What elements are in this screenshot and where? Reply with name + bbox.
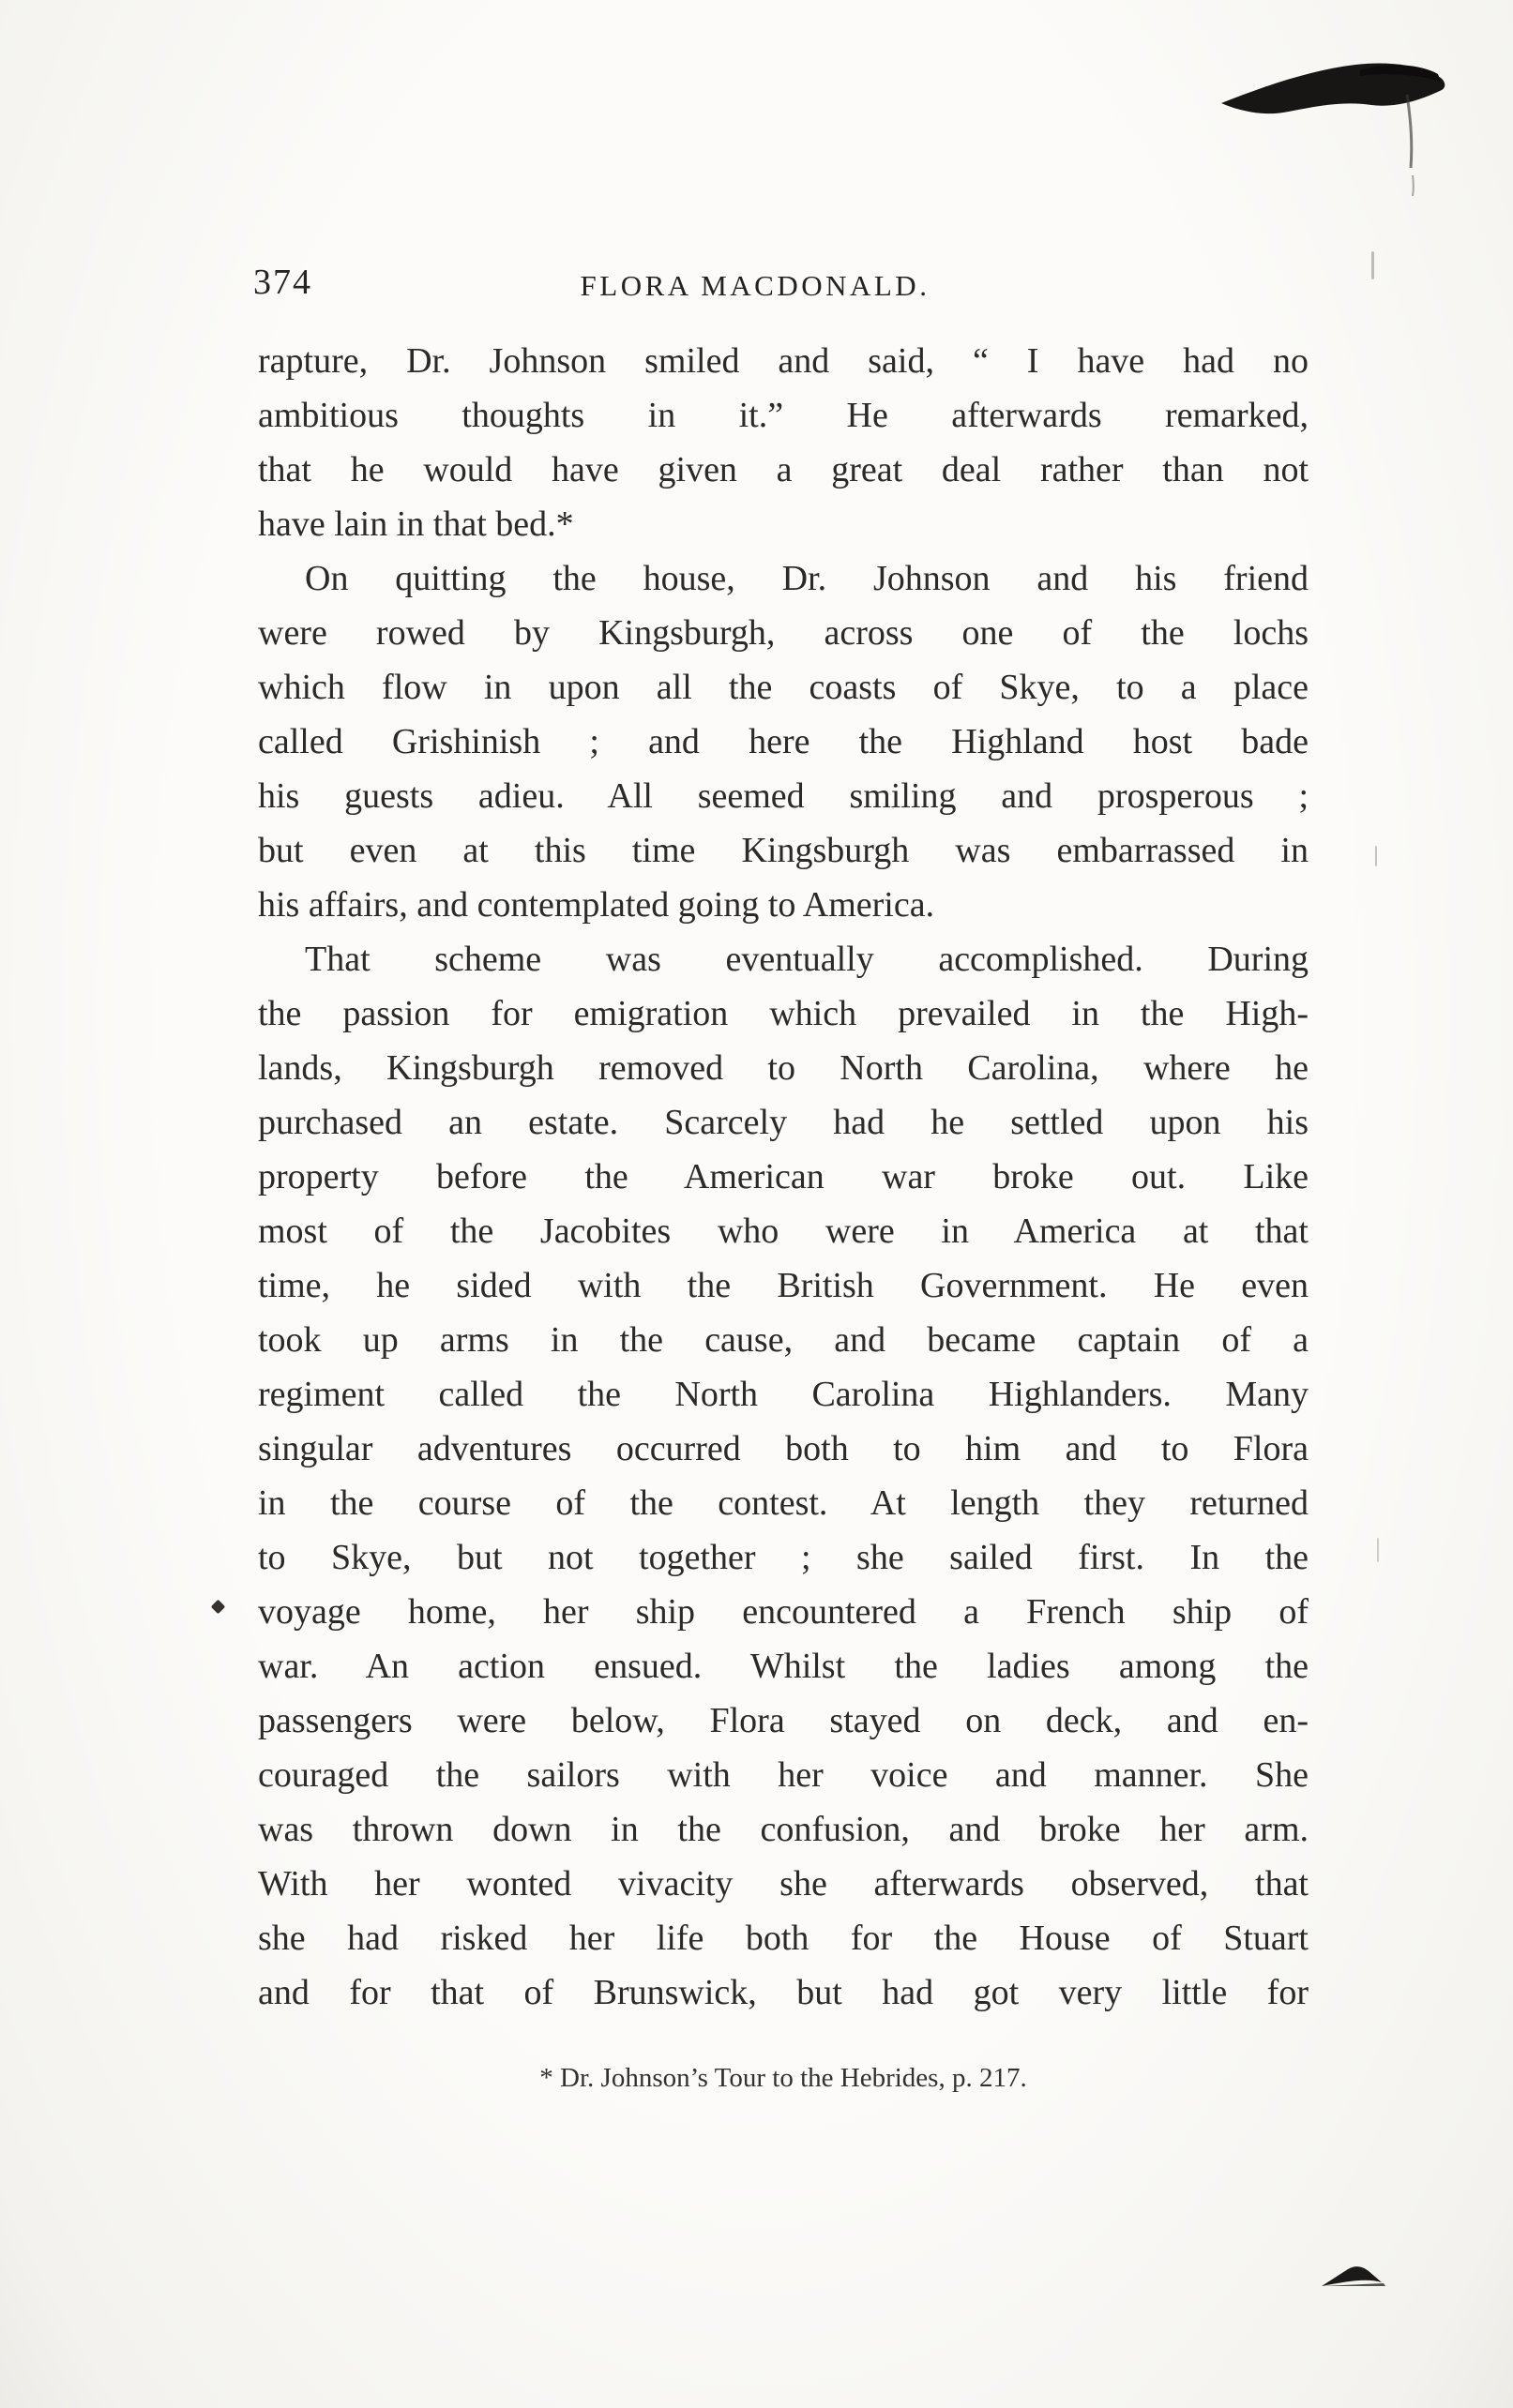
ink-smudge-top-right (1219, 52, 1454, 206)
ink-smudge-bottom-right (1318, 2258, 1393, 2300)
text-line: couraged the sailors with her voice and manner. She (258, 1755, 1309, 1795)
body-paragraph (258, 551, 1309, 932)
text-line: the passion for emigration which prevailed in the High- (258, 994, 1309, 1033)
text-line: called Grishinish ; and here the Highland host bade (258, 722, 1309, 761)
text-line: his guests adieu. All seemed smiling and prosperous ; (258, 776, 1309, 816)
text-line: passengers were below, Flora stayed on deck, and en- (258, 1701, 1309, 1740)
text-line: was thrown down in the confusion, and broke her arm. (258, 1810, 1309, 1849)
text-line: in the course of the contest. At length they returned (258, 1483, 1309, 1523)
text-line: but even at this time Kingsburgh was embarrassed in (258, 831, 1309, 870)
text-line: On quitting the house, Dr. Johnson and his friend (305, 559, 1309, 598)
text-line: lands, Kingsburgh removed to North Carolina, where he (258, 1048, 1309, 1088)
page-number: 374 (253, 263, 312, 302)
text-block (258, 334, 1309, 2020)
text-line: voyage home, her ship encountered a French ship of (258, 1592, 1309, 1632)
text-line: were rowed by Kingsburgh, across one of the lochs (258, 613, 1309, 653)
text-line: regiment called the North Carolina Highlanders. Many (258, 1375, 1309, 1414)
text-line: that he would have given a great deal rather than not (258, 450, 1309, 489)
scan-artifact-dash (1371, 251, 1374, 279)
text-line: property before the American war broke out. Like (258, 1157, 1309, 1196)
text-line: which flow in upon all the coasts of Skye, to a place (258, 668, 1309, 707)
text-line: ambitious thoughts in it.” He afterwards remarked, (258, 396, 1309, 435)
text-line: With her wonted vivacity she afterwards observed, that (258, 1864, 1309, 1904)
text-line: rapture, Dr. Johnson smiled and said, “ I have had no (258, 341, 1309, 381)
text-line: she had risked her life both for the House of Stuart (258, 1919, 1309, 1958)
body-paragraph (258, 334, 1309, 551)
text-line: purchased an estate. Scarcely had he settled upon his (258, 1103, 1309, 1142)
text-line: war. An action ensued. Whilst the ladies among the (258, 1647, 1309, 1686)
text-line: most of the Jacobites who were in America at that (258, 1212, 1309, 1251)
footnote: * Dr. Johnson’s Tour to the Hebrides, p. 217. (539, 2063, 1027, 2093)
text-line: time, he sided with the British Government. He even (258, 1266, 1309, 1305)
text-line: singular adventures occurred both to him and to Flora (258, 1429, 1309, 1468)
text-line: have lain in that bed.* (258, 504, 574, 544)
text-line: and for that of Brunswick, but had got very little for (258, 1973, 1309, 2012)
text-line: his affairs, and contemplated going to America. (258, 885, 935, 925)
margin-printer-mark (211, 1600, 226, 1615)
scan-artifact-dash (1377, 1538, 1379, 1562)
running-header: FLORA MACDONALD. (580, 269, 930, 302)
scan-artifact-dash (1375, 846, 1377, 866)
body-paragraph (258, 932, 1309, 2020)
text-line: took up arms in the cause, and became captain of a (258, 1320, 1309, 1360)
text-line: That scheme was eventually accomplished. During (305, 940, 1309, 979)
text-line: to Skye, but not together ; she sailed first. In the (258, 1538, 1309, 1577)
